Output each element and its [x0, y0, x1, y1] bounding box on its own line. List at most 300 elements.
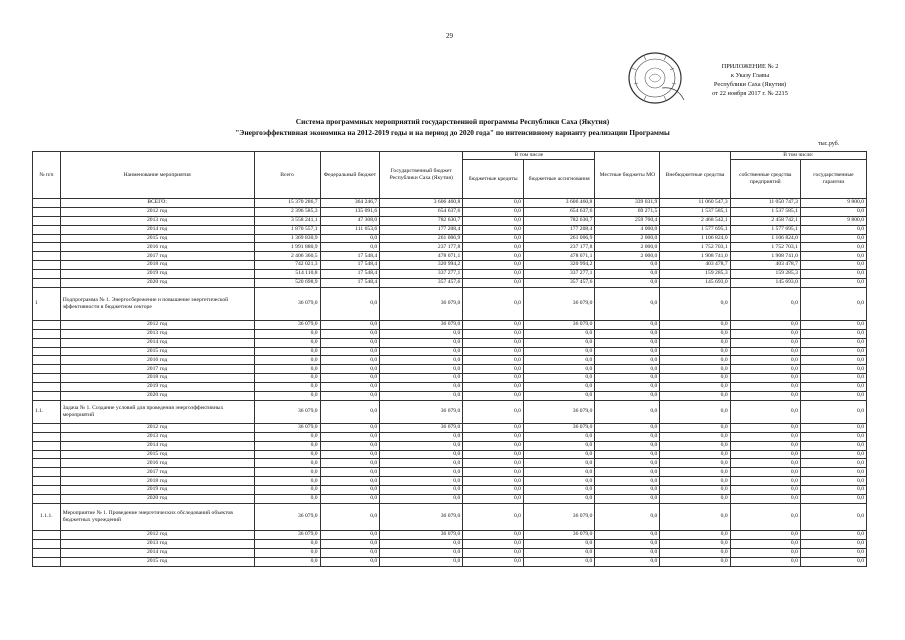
value-cell: 0,0: [730, 392, 800, 401]
value-cell: 0,0: [730, 347, 800, 356]
value-cell: 259 760,4: [595, 216, 660, 225]
value-cell: 0,0: [595, 400, 660, 423]
value-cell: 0,0: [463, 423, 524, 432]
value-cell: 0,0: [523, 347, 594, 356]
row-number: [33, 216, 61, 225]
value-cell: 364 246,7: [320, 199, 380, 208]
value-cell: 2 458 742,1: [730, 216, 800, 225]
table-row: [33, 287, 867, 320]
value-cell: 145 693,0: [660, 279, 730, 288]
value-cell: 1 106 824,0: [660, 234, 730, 243]
value-cell: 0,0: [463, 432, 524, 441]
value-cell: 36 079,0: [523, 530, 594, 539]
value-cell: 17 548,4: [320, 252, 380, 261]
value-cell: 0,0: [730, 374, 800, 383]
value-cell: 9 800,0: [800, 216, 866, 225]
value-cell: 0,0: [463, 374, 524, 383]
value-cell: 0,0: [463, 441, 524, 450]
value-cell: 0,0: [660, 347, 730, 356]
row-number: [33, 557, 61, 566]
value-cell: 403 478,7: [660, 261, 730, 270]
value-cell: 47 308,0: [320, 216, 380, 225]
value-cell: 0,0: [660, 432, 730, 441]
value-cell: 0,0: [595, 392, 660, 401]
row-number: [33, 279, 61, 288]
table-row: [33, 548, 867, 557]
header-republic: Государственный бюджет Республики Саха (Якутия): [380, 152, 463, 199]
value-cell: 0,0: [800, 261, 866, 270]
table-header: [33, 152, 867, 199]
value-cell: 0,0: [595, 486, 660, 495]
value-cell: 0,0: [730, 503, 800, 530]
value-cell: 0,0: [380, 557, 463, 566]
value-cell: 0,0: [380, 441, 463, 450]
value-cell: 1 577 695,1: [730, 225, 800, 234]
appendix-line-3: Республики Саха (Якутия): [713, 81, 787, 88]
value-cell: 0,0: [730, 539, 800, 548]
value-cell: 0,0: [800, 503, 866, 530]
value-cell: 0,0: [463, 495, 524, 504]
value-cell: 0,0: [730, 338, 800, 347]
row-name: 2015 год: [60, 347, 254, 356]
value-cell: 0,0: [254, 374, 320, 383]
value-cell: 0,0: [660, 338, 730, 347]
value-cell: 0,0: [380, 365, 463, 374]
value-cell: 0,0: [730, 459, 800, 468]
value-cell: 0,0: [523, 459, 594, 468]
row-number: [33, 383, 61, 392]
value-cell: 0,0: [730, 432, 800, 441]
value-cell: 0,0: [320, 338, 380, 347]
value-cell: 36 079,0: [254, 400, 320, 423]
header-federal: Федеральный бюджет: [320, 152, 380, 199]
value-cell: 0,0: [320, 392, 380, 401]
value-cell: 177 208,4: [380, 225, 463, 234]
appendix-block: [690, 62, 810, 98]
value-cell: 0,0: [380, 539, 463, 548]
header-incl-1: В том числе: [463, 152, 595, 160]
row-number: [33, 459, 61, 468]
document-title-line-2: "Энергоэффективная экономика на 2012-2019 годы и на период до 2020 года" по интенсивному варианту реализации Программы: [235, 128, 670, 137]
value-cell: 0,0: [380, 392, 463, 401]
row-name: 2020 год: [60, 495, 254, 504]
value-cell: 237 177,8: [380, 243, 463, 252]
value-cell: 0,0: [730, 383, 800, 392]
value-cell: 36 079,0: [523, 287, 594, 320]
row-number: [33, 441, 61, 450]
value-cell: 0,0: [463, 530, 524, 539]
value-cell: 742 021,3: [254, 261, 320, 270]
value-cell: 0,0: [254, 383, 320, 392]
value-cell: 36 079,0: [254, 320, 320, 329]
table-row: [33, 374, 867, 383]
value-cell: 0,0: [254, 365, 320, 374]
value-cell: 36 079,0: [254, 423, 320, 432]
value-cell: 0,0: [800, 287, 866, 320]
value-cell: 0,0: [730, 450, 800, 459]
value-cell: 0,0: [730, 468, 800, 477]
value-cell: 0,0: [463, 329, 524, 338]
value-cell: 17 548,4: [320, 261, 380, 270]
value-cell: 0,0: [380, 468, 463, 477]
value-cell: 3 558 241,1: [254, 216, 320, 225]
header-local: Местные бюджеты МО: [595, 152, 660, 199]
value-cell: 36 079,0: [380, 423, 463, 432]
value-cell: 15 370 286,7: [254, 199, 320, 208]
value-cell: 0,0: [254, 450, 320, 459]
value-cell: 0,0: [463, 252, 524, 261]
value-cell: 0,0: [463, 338, 524, 347]
header-name: Наименование мероприятия: [60, 152, 254, 199]
value-cell: 2 406 360,5: [254, 252, 320, 261]
value-cell: 0,0: [660, 374, 730, 383]
row-number: [33, 423, 61, 432]
value-cell: 0,0: [595, 530, 660, 539]
table-row: [33, 243, 867, 252]
value-cell: 2 000,0: [595, 252, 660, 261]
row-name: 2016 год: [60, 356, 254, 365]
value-cell: 0,0: [380, 450, 463, 459]
value-cell: 1 908 741,0: [660, 252, 730, 261]
table-row: [33, 400, 867, 423]
value-cell: 0,0: [463, 270, 524, 279]
value-cell: 0,0: [595, 450, 660, 459]
value-cell: 0,0: [800, 548, 866, 557]
value-cell: 0,0: [320, 356, 380, 365]
program-measures-table: [32, 151, 867, 567]
value-cell: 0,0: [320, 287, 380, 320]
row-number: [33, 548, 61, 557]
value-cell: 0,0: [463, 225, 524, 234]
value-cell: 0,0: [800, 347, 866, 356]
value-cell: 0,0: [463, 539, 524, 548]
row-number: [33, 207, 61, 216]
table-row: [33, 495, 867, 504]
value-cell: 0,0: [660, 329, 730, 338]
value-cell: 36 079,0: [523, 423, 594, 432]
value-cell: 357 457,6: [380, 279, 463, 288]
value-cell: 0,0: [523, 365, 594, 374]
row-number: [33, 347, 61, 356]
value-cell: 0,0: [380, 548, 463, 557]
value-cell: 0,0: [800, 234, 866, 243]
value-cell: 0,0: [660, 365, 730, 374]
value-cell: 0,0: [660, 423, 730, 432]
row-name: 2014 год: [60, 225, 254, 234]
value-cell: 0,0: [463, 199, 524, 208]
value-cell: 0,0: [660, 441, 730, 450]
value-cell: 0,0: [730, 477, 800, 486]
value-cell: 0,0: [463, 365, 524, 374]
value-cell: 1 752 703,1: [730, 243, 800, 252]
value-cell: 0,0: [800, 392, 866, 401]
value-cell: 0,0: [320, 468, 380, 477]
row-name: 2013 год: [60, 329, 254, 338]
row-number: [33, 338, 61, 347]
value-cell: 339 031,9: [595, 199, 660, 208]
value-cell: 337 277,1: [523, 270, 594, 279]
value-cell: 0,0: [463, 320, 524, 329]
row-number: 1: [33, 287, 61, 320]
value-cell: 0,0: [254, 356, 320, 365]
value-cell: 0,0: [595, 468, 660, 477]
value-cell: 36 079,0: [380, 503, 463, 530]
row-number: [33, 320, 61, 329]
value-cell: 2 000,0: [595, 243, 660, 252]
value-cell: 0,0: [320, 365, 380, 374]
value-cell: 0,0: [380, 432, 463, 441]
value-cell: 0,0: [523, 486, 594, 495]
value-cell: 0,0: [463, 459, 524, 468]
value-cell: 0,0: [254, 468, 320, 477]
row-number: [33, 539, 61, 548]
value-cell: 1 537 585,1: [730, 207, 800, 216]
value-cell: 0,0: [730, 530, 800, 539]
value-cell: 0,0: [463, 234, 524, 243]
row-name: 2020 год: [60, 279, 254, 288]
page-number: 29: [446, 32, 453, 40]
value-cell: 0,0: [320, 486, 380, 495]
value-cell: 0,0: [800, 374, 866, 383]
row-name: 2013 год: [60, 432, 254, 441]
row-name: 2015 год: [60, 234, 254, 243]
row-name: 2013 год: [60, 216, 254, 225]
value-cell: 0,0: [380, 347, 463, 356]
table-row: [33, 252, 867, 261]
value-cell: 159 285,3: [730, 270, 800, 279]
value-cell: 1 537 585,1: [660, 207, 730, 216]
value-cell: 0,0: [523, 468, 594, 477]
value-cell: 0,0: [660, 468, 730, 477]
value-cell: 11 060 547,3: [660, 199, 730, 208]
value-cell: 0,0: [254, 432, 320, 441]
value-cell: 0,0: [800, 279, 866, 288]
value-cell: 0,0: [463, 557, 524, 566]
value-cell: 261 006,9: [380, 234, 463, 243]
value-cell: 9 800,0: [800, 199, 866, 208]
value-cell: 0,0: [320, 441, 380, 450]
value-cell: 0,0: [595, 338, 660, 347]
table-row: [33, 207, 867, 216]
value-cell: 337 277,1: [380, 270, 463, 279]
value-cell: 0,0: [800, 557, 866, 566]
value-cell: 0,0: [523, 548, 594, 557]
value-cell: 0,0: [320, 548, 380, 557]
value-cell: 0,0: [463, 503, 524, 530]
value-cell: 0,0: [254, 338, 320, 347]
value-cell: 0,0: [595, 261, 660, 270]
value-cell: 36 079,0: [380, 287, 463, 320]
value-cell: 782 630,7: [380, 216, 463, 225]
row-name: 2019 год: [60, 486, 254, 495]
value-cell: 357 457,6: [523, 279, 594, 288]
value-cell: 0,0: [380, 486, 463, 495]
value-cell: 0,0: [254, 459, 320, 468]
value-cell: 0,0: [523, 338, 594, 347]
value-cell: 0,0: [320, 432, 380, 441]
value-cell: 0,0: [730, 400, 800, 423]
value-cell: 0,0: [800, 365, 866, 374]
header-guarantee: государственные гарантии: [800, 160, 866, 199]
value-cell: 2 468 542,1: [660, 216, 730, 225]
row-number: [33, 252, 61, 261]
value-cell: 0,0: [380, 495, 463, 504]
row-name: 2016 год: [60, 459, 254, 468]
value-cell: 0,0: [595, 287, 660, 320]
value-cell: 0,0: [320, 477, 380, 486]
value-cell: 69 271,5: [595, 207, 660, 216]
value-cell: 0,0: [800, 450, 866, 459]
value-cell: 0,0: [800, 477, 866, 486]
row-name: Мероприятие № 1. Проведение энергетических обследований объектов бюджетных учреждений: [60, 503, 254, 530]
value-cell: 0,0: [730, 356, 800, 365]
value-cell: 36 079,0: [254, 503, 320, 530]
table-row: [33, 279, 867, 288]
value-cell: 36 079,0: [254, 530, 320, 539]
row-number: [33, 450, 61, 459]
value-cell: 514 110,8: [254, 270, 320, 279]
row-name: 2014 год: [60, 548, 254, 557]
value-cell: 0,0: [595, 503, 660, 530]
value-cell: 0,0: [800, 495, 866, 504]
value-cell: 0,0: [463, 450, 524, 459]
value-cell: 0,0: [320, 320, 380, 329]
value-cell: 11 050 747,3: [730, 199, 800, 208]
value-cell: 36 079,0: [254, 287, 320, 320]
value-cell: 0,0: [595, 383, 660, 392]
value-cell: 0,0: [320, 503, 380, 530]
table-row: [33, 347, 867, 356]
table-row: [33, 459, 867, 468]
value-cell: 0,0: [320, 347, 380, 356]
value-cell: 261 006,9: [523, 234, 594, 243]
value-cell: 0,0: [730, 548, 800, 557]
value-cell: 0,0: [463, 356, 524, 365]
value-cell: 0,0: [800, 252, 866, 261]
value-cell: 1 870 557,1: [254, 225, 320, 234]
value-cell: 0,0: [730, 320, 800, 329]
row-name: 2018 год: [60, 374, 254, 383]
value-cell: 0,0: [800, 432, 866, 441]
value-cell: 782 630,7: [523, 216, 594, 225]
value-cell: 0,0: [523, 383, 594, 392]
value-cell: 1 991 880,9: [254, 243, 320, 252]
value-cell: 0,0: [463, 477, 524, 486]
table-row: [33, 450, 867, 459]
header-assign: бюджетные ассигнования: [523, 160, 594, 199]
value-cell: 0,0: [660, 486, 730, 495]
header-credits: бюджетные кредиты: [463, 160, 524, 199]
value-cell: 0,0: [254, 441, 320, 450]
value-cell: 0,0: [595, 365, 660, 374]
table-row: [33, 441, 867, 450]
row-name: 2015 год: [60, 557, 254, 566]
value-cell: 403 478,7: [730, 261, 800, 270]
value-cell: 3 606 460,8: [380, 199, 463, 208]
value-cell: 0,0: [730, 441, 800, 450]
value-cell: 0,0: [800, 400, 866, 423]
header-total: Всего: [254, 152, 320, 199]
units-label: тыс.руб.: [818, 141, 840, 147]
value-cell: 0,0: [463, 392, 524, 401]
table-row: [33, 329, 867, 338]
value-cell: 0,0: [523, 557, 594, 566]
row-number: [33, 468, 61, 477]
value-cell: 0,0: [595, 548, 660, 557]
value-cell: 0,0: [800, 530, 866, 539]
value-cell: 0,0: [800, 225, 866, 234]
table-row: [33, 557, 867, 566]
row-number: [33, 234, 61, 243]
value-cell: 0,0: [800, 329, 866, 338]
value-cell: 0,0: [523, 329, 594, 338]
value-cell: 0,0: [730, 495, 800, 504]
appendix-line-1: ПРИЛОЖЕНИЕ № 2: [721, 63, 779, 70]
value-cell: 0,0: [800, 539, 866, 548]
row-name: 2018 год: [60, 261, 254, 270]
value-cell: 0,0: [254, 477, 320, 486]
value-cell: 1 369 830,9: [254, 234, 320, 243]
value-cell: 0,0: [660, 503, 730, 530]
value-cell: 177 208,4: [523, 225, 594, 234]
value-cell: 520 698,9: [254, 279, 320, 288]
row-name: 2015 год: [60, 450, 254, 459]
value-cell: 0,0: [254, 486, 320, 495]
value-cell: 0,0: [320, 383, 380, 392]
value-cell: 145 693,0: [730, 279, 800, 288]
value-cell: 17 548,4: [320, 270, 380, 279]
appendix-line-2: к Указу Главы: [730, 72, 770, 79]
value-cell: 0,0: [595, 495, 660, 504]
row-number: [33, 374, 61, 383]
table-row: [33, 338, 867, 347]
row-number: [33, 199, 61, 208]
table-row: [33, 261, 867, 270]
value-cell: 0,0: [660, 400, 730, 423]
row-name: 2012 год: [60, 423, 254, 432]
value-cell: 0,0: [463, 486, 524, 495]
value-cell: 159 285,3: [660, 270, 730, 279]
value-cell: 0,0: [523, 432, 594, 441]
table-row: [33, 356, 867, 365]
value-cell: 0,0: [523, 450, 594, 459]
value-cell: 36 079,0: [380, 320, 463, 329]
value-cell: 0,0: [595, 356, 660, 365]
table-row: [33, 539, 867, 548]
value-cell: 0,0: [595, 347, 660, 356]
row-number: [33, 495, 61, 504]
table-row: [33, 216, 867, 225]
row-name: 2014 год: [60, 441, 254, 450]
value-cell: 0,0: [320, 400, 380, 423]
value-cell: 0,0: [660, 320, 730, 329]
value-cell: 478 071,1: [523, 252, 594, 261]
value-cell: 0,0: [320, 459, 380, 468]
table-row: [33, 270, 867, 279]
row-name: 2016 год: [60, 243, 254, 252]
row-number: [33, 432, 61, 441]
value-cell: 1 752 703,1: [660, 243, 730, 252]
value-cell: 0,0: [463, 216, 524, 225]
appendix-line-4: от 22 ноября 2017 г. № 2215: [712, 90, 788, 97]
table-row: [33, 432, 867, 441]
value-cell: 0,0: [320, 450, 380, 459]
row-name: 2019 год: [60, 383, 254, 392]
value-cell: 0,0: [380, 459, 463, 468]
row-number: [33, 243, 61, 252]
value-cell: 0,0: [595, 329, 660, 338]
value-cell: 0,0: [595, 539, 660, 548]
